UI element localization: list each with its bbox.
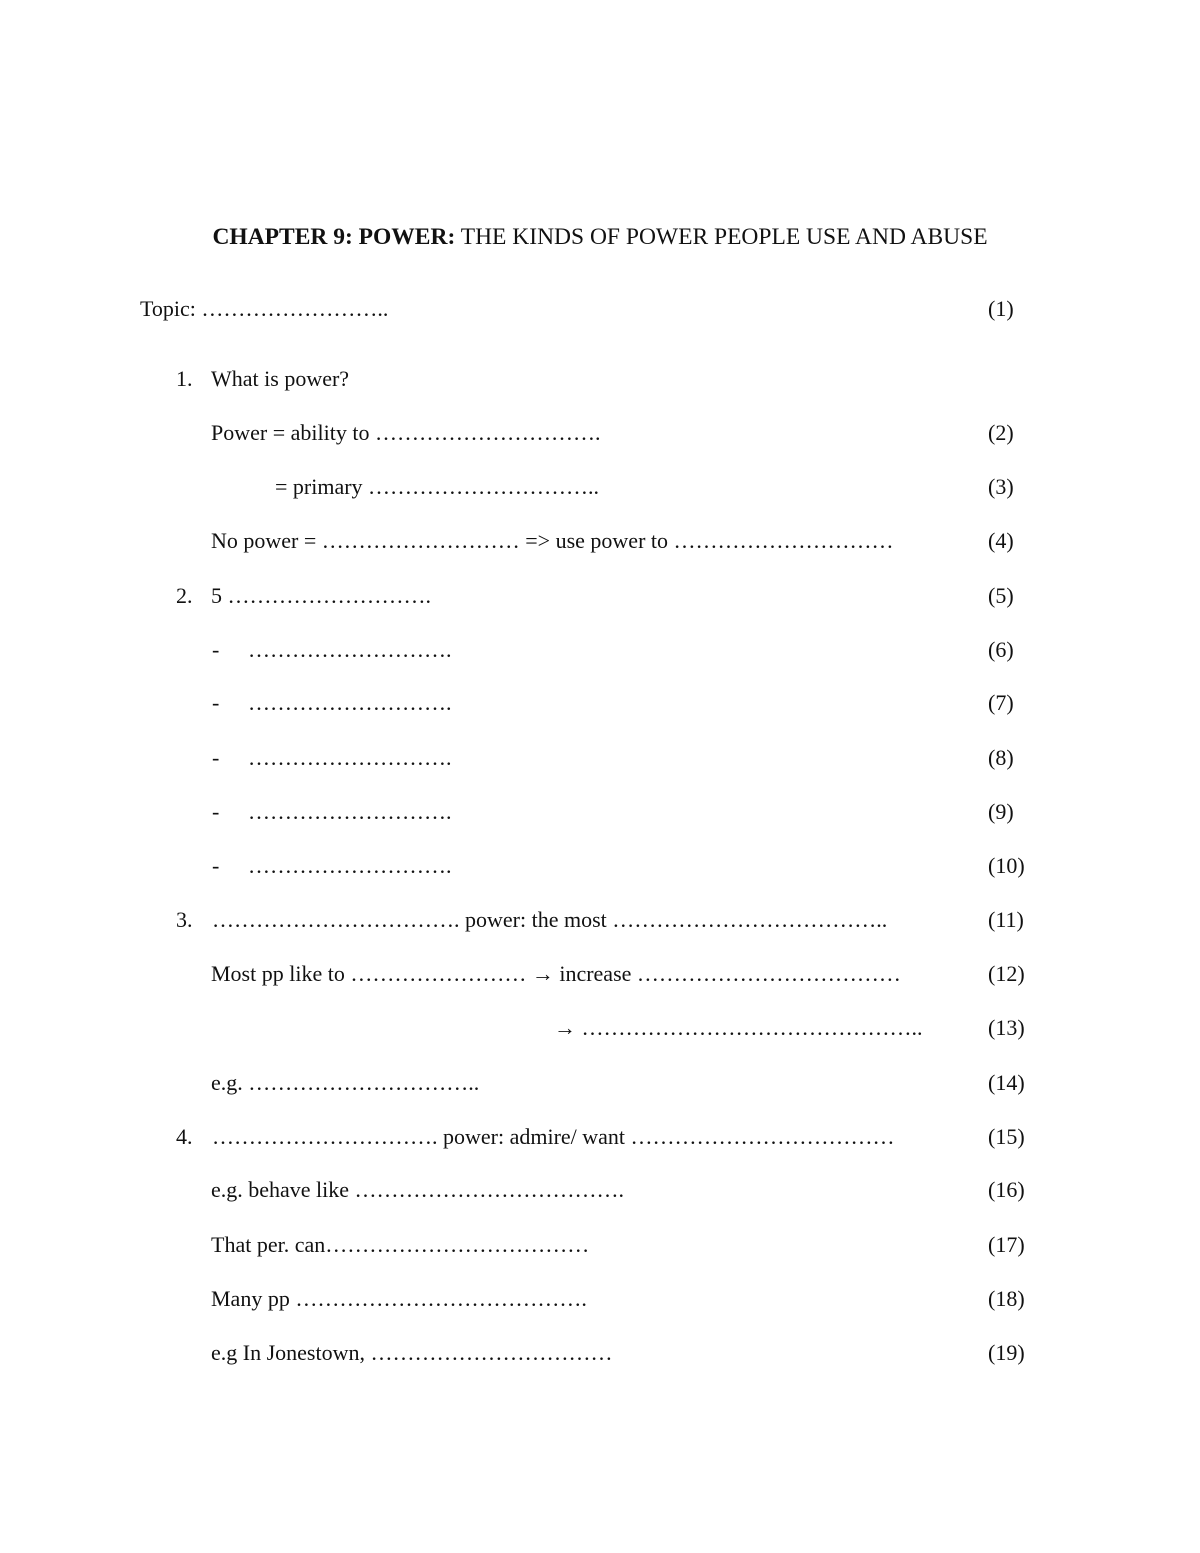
item-number-7: (7) <box>988 690 1014 715</box>
blank-line-10: ………………………. <box>248 853 452 878</box>
blank-line-16: e.g. behave like ………………………………. <box>211 1177 625 1202</box>
item-number-10: (10) <box>988 853 1025 878</box>
item-number-5: (5) <box>988 583 1014 608</box>
dash-6: - <box>212 637 220 662</box>
item-number-12: (12) <box>988 961 1025 986</box>
blank-line-8: ………………………. <box>248 745 452 770</box>
item-number-19: (19) <box>988 1340 1025 1365</box>
dash-9: - <box>212 799 220 824</box>
dash-7: - <box>212 690 220 715</box>
item-number-9: (9) <box>988 799 1014 824</box>
item-number-2: (2) <box>988 420 1014 445</box>
blank-line-11: ……………………………. power: the most ……………………………….. <box>212 907 888 932</box>
blank-line-13: → ……………………………………….. <box>554 1015 923 1040</box>
item-number-3: (3) <box>988 474 1014 499</box>
dash-10: - <box>212 853 220 878</box>
blank-line-3: = primary ………………………….. <box>275 474 600 499</box>
item-number-18: (18) <box>988 1286 1025 1311</box>
item-number-8: (8) <box>988 745 1014 770</box>
item-number-4: (4) <box>988 528 1014 553</box>
section-1-number: 1. <box>176 366 193 391</box>
item-number-17: (17) <box>988 1232 1025 1257</box>
blank-line-6: ………………………. <box>248 637 452 662</box>
blank-line-7: ………………………. <box>248 690 452 715</box>
blank-line-15: …………………………. power: admire/ want ……………………………… <box>212 1124 895 1149</box>
blank-line-5: 5 ………………………. <box>211 583 431 608</box>
item-number-16: (16) <box>988 1177 1025 1202</box>
page-title <box>0 224 1200 251</box>
item-number-6: (6) <box>988 637 1014 662</box>
blank-line-12: Most pp like to …………………… → increase ……………………………… <box>211 961 901 986</box>
section-1-heading: What is power? <box>211 366 350 391</box>
section-2-number: 2. <box>176 583 193 608</box>
title-bold: CHAPTER 9: POWER: <box>212 224 456 250</box>
section-3-number: 3. <box>176 907 193 932</box>
dash-8: - <box>212 745 220 770</box>
blank-line-2: Power = ability to …………………………. <box>211 420 601 445</box>
topic-label: Topic: …………………….. <box>140 296 389 321</box>
section-4-number: 4. <box>176 1124 193 1149</box>
item-number-14: (14) <box>988 1070 1025 1095</box>
item-number-13: (13) <box>988 1015 1025 1040</box>
title-regular: THE KINDS OF POWER PEOPLE USE AND ABUSE <box>455 224 988 250</box>
blank-line-4: No power = ……………………… => use power to ………………………… <box>211 528 894 553</box>
item-number-11: (11) <box>988 907 1024 932</box>
blank-line-18: Many pp …………………………………. <box>211 1286 587 1311</box>
item-number-15: (15) <box>988 1124 1025 1149</box>
item-number-1: (1) <box>988 296 1014 321</box>
blank-line-9: ………………………. <box>248 799 452 824</box>
blank-line-19: e.g In Jonestown, …………………………… <box>211 1340 613 1365</box>
blank-line-14: e.g. ………………………….. <box>211 1070 480 1095</box>
blank-line-17: That per. can……………………………… <box>211 1232 590 1257</box>
